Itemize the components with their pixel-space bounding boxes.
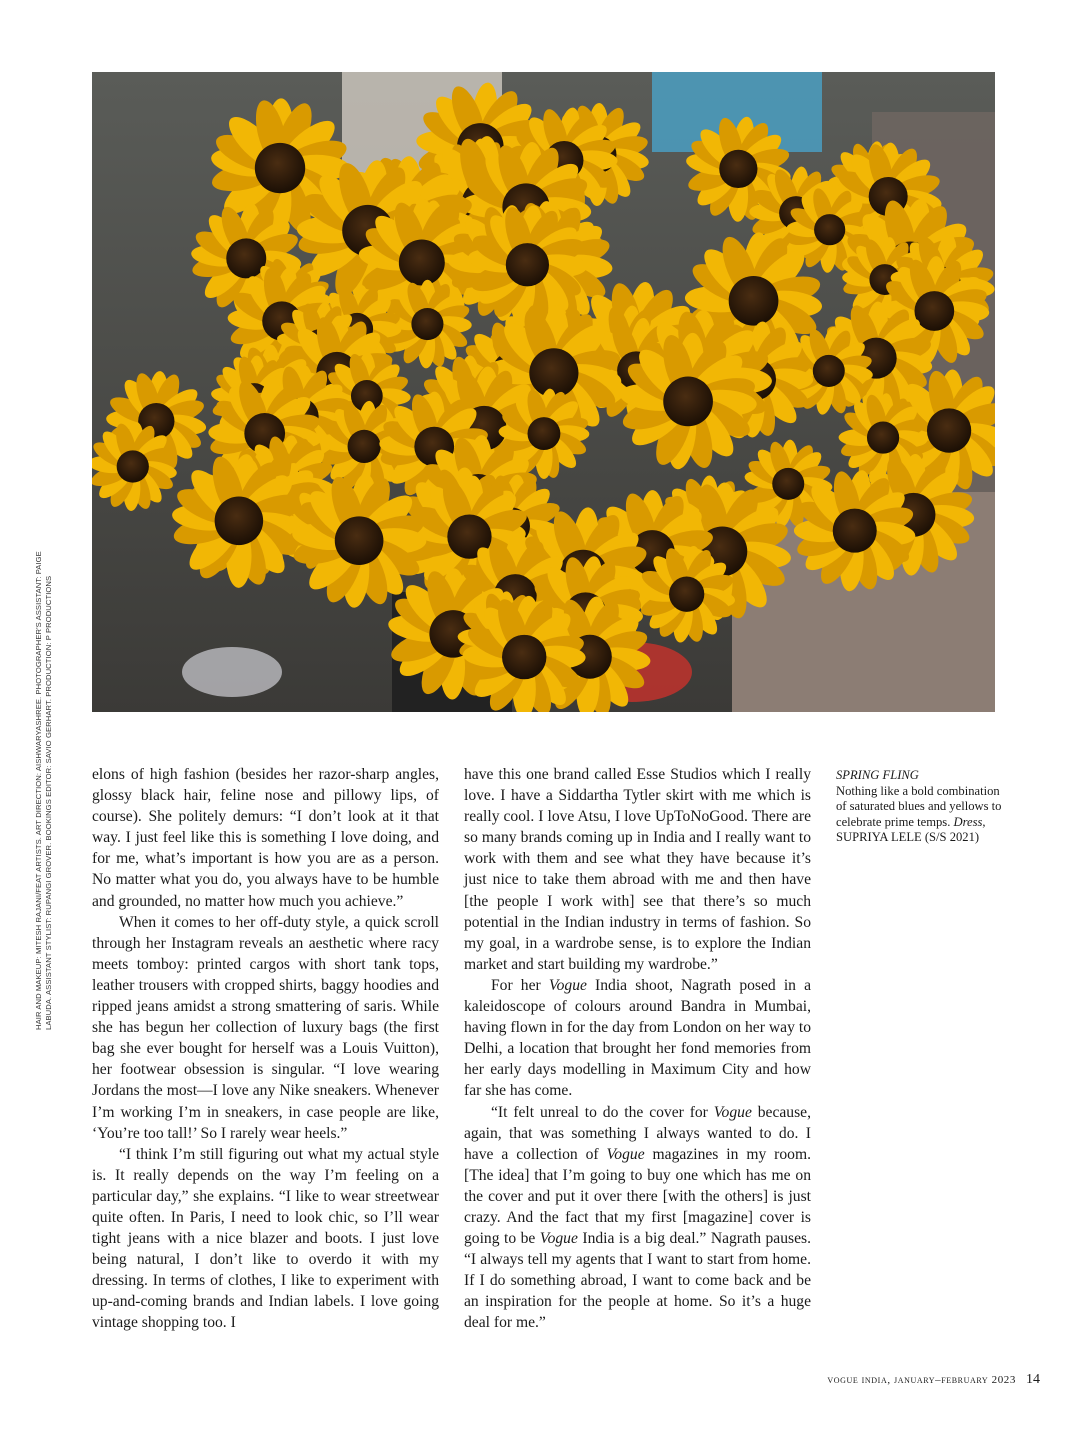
credits-line-1: HAIR AND MAKEUP: MITESH RAJANI/FEAT ARTISTS. ART DIRECTION: AISHWARYASHREE. PHOTOGRAPHER'S ASSISTANT: PAIGE <box>34 551 43 1030</box>
page-number: 14 <box>1026 1372 1040 1387</box>
caption-dress-credit: , SUPRIYA LELE (S/S 2021) <box>836 814 986 845</box>
text-run: India is a big deal.” Nagrath pauses. “I always tell my agents that I want to start from home. If I do something abroad, I want to come back and be an inspiration for the people at home. So it’s a huge deal for me.” <box>464 1230 811 1332</box>
page-footer <box>700 1372 1040 1388</box>
photo-caption <box>836 768 1004 846</box>
caption-body: Nothing like a bold combination of saturated blues and yellows to celebrate prime temps. <box>836 783 1002 829</box>
credits-line-2: LABUDA. ASSISTANT STYLIST: RUPANGI GROVER. BOOKINGS EDITOR: SAVIO GERHART. PRODUCTION: P PRODUCTIONS <box>44 575 53 1030</box>
sunflower-bouquet-image <box>92 72 995 712</box>
paragraph: “I think I’m still figuring out what my actual style is. It really depends on the way I’m feeling on a particular day,” she explains. “I like to wear streetwear quite often. In Paris, I need to look chic, so I’ll wear tight jeans with a nice blazer and boots. I just love being natural, I don’t like to overdo it with my dressing. In terms of clothes, I like to experiment with up-and-coming brands and Indian labels. I love going vintage shopping too. I <box>92 1145 439 1332</box>
vogue-italic: Vogue <box>713 1103 752 1121</box>
caption-dress-label: Dress <box>953 814 983 829</box>
caption-title: SPRING FLING <box>836 768 919 782</box>
paragraph: have this one brand called Esse Studios which I really love. I have a Siddartha Tytler skirt with me which is really cool. I love Atsu, I love UpToNoGood. There are so many brands coming up in India and I really want to work with them and see what they have because it’s just nice to take them abroad with me and then have [the people I work with] see that there’s so much potential in the Indian industry in terms of fashion. So my goal, in a wardrobe sense, is to explore the Indian market and start building my wardrobe.” <box>464 766 811 973</box>
article-column-1 <box>92 764 439 1334</box>
publication-name: vogue india, january–february 2023 <box>827 1374 1016 1386</box>
text-run: For her <box>491 976 549 994</box>
paragraph <box>464 1102 811 1334</box>
vogue-italic: Vogue <box>606 1145 645 1163</box>
text-run: magazines in my room. [The idea] that I’m going to buy one which has me on the cover and put it over there [with the others] is just crazy. And the fact that my first [magazine] cover is going to be <box>464 1145 811 1248</box>
photo-credits <box>34 551 54 1030</box>
paragraph: When it comes to her off-duty style, a quick scroll through her Instagram reveals an aesthetic where racy meets tomboy: printed cargos with short tank tops, leather trousers with cropped shirts, baggy hoodies and ripped jeans amidst a strong smattering of saris. While she has begun her collection of luxury bags (the first bag she ever bought for herself was a Louis Vuitton), her footwear obsession is singular. “I love wearing Jordans the most—I love any Nike sneakers. Whenever I’m working I’m in sneakers, in case people are like, ‘You’re too tall!’ So I rarely wear heels.” <box>92 913 439 1142</box>
text-run: “It felt unreal to do the cover for <box>491 1103 714 1121</box>
text-run: India shoot, Nagrath posed in a kaleidoscope of colours around Bandra in Mumbai, having flown in for the day from London on her way to Delhi, a location that brought her fond memories from her early days modelling in Maximum City and how far she has come. <box>464 976 811 1100</box>
paragraph <box>464 975 811 1102</box>
vogue-italic: Vogue <box>548 976 587 994</box>
paragraph: elons of high fashion (besides her razor-sharp angles, glossy black hair, feline nose and pillowy lips, of course). She politely demurs: “I don’t look at it that way. I just feel like this is something I love doing, and for me, what’s important is how you are as a person. No matter what you do, you always have to be humble and grounded, no matter how much you achieve.” <box>92 766 439 910</box>
vogue-italic: Vogue <box>539 1230 578 1248</box>
sunflower-photo <box>92 72 995 712</box>
article-column-2 <box>464 764 811 1334</box>
text-run: because, again, that was something I always wanted to do. I have a collection of <box>464 1103 811 1163</box>
